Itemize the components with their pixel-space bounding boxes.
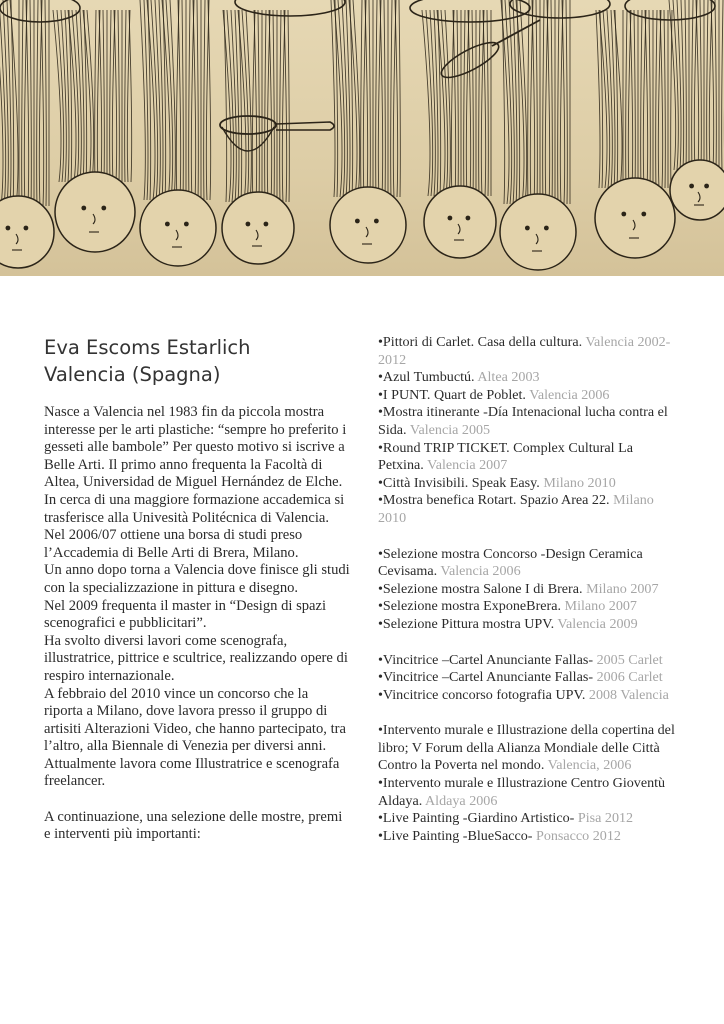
hair-strand <box>110 10 111 182</box>
hair-strand <box>681 0 684 170</box>
hair-strand <box>254 10 257 202</box>
hair-strand <box>692 0 693 170</box>
list-item: •I PUNT. Quart de Poblet. Valencia 2006 <box>378 386 610 403</box>
hair-strand <box>487 10 488 196</box>
list-item: •Selezione mostra Salone I di Brera. Milano 2007 <box>378 580 659 597</box>
hair-strand <box>365 0 368 197</box>
face <box>330 187 406 263</box>
list-item: •Città Invisibili. Speak Easy. Milano 2010 <box>378 474 616 491</box>
eye <box>374 219 379 224</box>
face <box>670 160 724 220</box>
hair-strand <box>140 0 145 200</box>
eye <box>6 226 11 231</box>
hair-strand <box>399 0 400 197</box>
hair-strand <box>129 10 132 182</box>
hair-strand <box>479 10 480 196</box>
biography <box>44 404 350 844</box>
hair-strand <box>37 0 38 206</box>
list-item: •Live Painting -BlueSacco- Ponsacco 2012 <box>378 827 621 844</box>
hair-strand <box>41 0 44 206</box>
hair-strand <box>700 0 701 170</box>
hair-strand <box>685 0 686 170</box>
hair-strand <box>99 10 102 182</box>
list-item: •Vincitrice –Cartel Anunciante Fallas- 2006 Carlet <box>378 669 663 686</box>
list-item: •Selezione mostra Concorso -Design Ceramica Cevisama. Valencia 2006 <box>378 545 643 580</box>
eye <box>355 219 360 224</box>
list-item: •Azul Tumbuctú. Altea 2003 <box>378 369 540 386</box>
hair-strand <box>634 10 635 188</box>
eye <box>264 222 269 227</box>
face <box>0 196 54 268</box>
list-item: •Vincitrice –Cartel Anunciante Fallas- 2005 Carlet <box>378 651 663 668</box>
hair-strand <box>664 10 665 188</box>
hair-strand <box>641 10 642 188</box>
hair-strand <box>95 10 96 182</box>
hair-strand <box>45 0 46 206</box>
eye <box>525 226 530 231</box>
artist-origin: Valencia (Spagna) <box>44 363 221 386</box>
eye <box>81 206 86 211</box>
hair-strand <box>543 0 544 204</box>
hair-strand <box>178 0 181 200</box>
hair-strand <box>182 0 183 200</box>
bio-paragraph: Attualmente lavora come Illustratrice e scenografa freelancer. <box>44 755 340 790</box>
face <box>222 192 294 264</box>
hair-strand <box>707 0 708 170</box>
hair-strand <box>361 0 362 197</box>
bio-paragraph: Nasce a Valencia nel 1983 fin da piccola mostra interesse per le arti plastiche: “sempre ho preferito i gesseti alle bambole” Per questo motivo si iscrive a Belle Arti. Il primo anno frequenta la Facoltà di Altea, Universidad de Miguel Hernández de Elche. In cerca di una maggiore formazione accademica si trasferisce alla Univesità Politécnica di Valencia. <box>44 404 347 526</box>
colander-icon <box>235 0 345 16</box>
hair-strand <box>453 10 456 196</box>
list-item: •Mostra itinerante -Día Intenacional lucha contra el Sida. Valencia 2005 <box>378 404 668 438</box>
hair-strand <box>547 0 550 204</box>
hair-strand <box>596 10 600 188</box>
hair-strand <box>369 0 370 197</box>
bio-paragraph: Un anno dopo torna a Valencia dove finisce gli studi con la specializzazione in pittura e disegno. <box>44 562 350 596</box>
hair-strand <box>551 0 552 204</box>
face <box>595 178 675 258</box>
hair-strand <box>468 10 471 196</box>
hair-strand <box>280 10 281 202</box>
artist-heading <box>44 334 354 388</box>
face <box>55 172 135 252</box>
eye <box>184 222 189 227</box>
hair-strand <box>660 10 663 188</box>
list-item: •Selezione Pittura mostra UPV. Valencia 2009 <box>378 615 638 632</box>
hair-strand <box>30 0 31 206</box>
hair-strand <box>288 10 289 202</box>
hair-strand <box>630 10 633 188</box>
hair-strand <box>472 10 473 196</box>
list-item: •Round TRIP TICKET. Complex Cultural La Petxina. Valencia 2007 <box>378 439 633 474</box>
hair-strand <box>114 10 117 182</box>
hair-strand <box>269 10 272 202</box>
colander-handle <box>276 122 334 130</box>
header-illustration <box>0 0 724 276</box>
hair-strand <box>189 0 190 200</box>
bio-paragraph: Nel 2006/07 ottiene una borsa di studi preso l’Accademia di Belle Arti di Brera, Milano. <box>44 527 303 561</box>
hair-strand <box>118 10 119 182</box>
hair-strand <box>204 0 205 200</box>
hair-strand <box>715 0 716 170</box>
hair-strand <box>483 10 486 196</box>
hair-strand <box>558 0 559 204</box>
hair-strand <box>391 0 392 197</box>
hair-strand <box>395 0 398 197</box>
hair-strand <box>197 0 198 200</box>
hair-strand <box>711 0 714 170</box>
selections-group <box>378 546 678 634</box>
colander-icon <box>410 0 530 22</box>
illustration-drawing <box>0 0 724 276</box>
list-item: •Mostra benefica Rotart. Spazio Area 22. Milano 2010 <box>378 492 654 526</box>
hair-strand <box>656 10 657 188</box>
bio-paragraph: Nel 2009 frequenta il master in “Design di spazi scenografici e pubblicitari”. <box>44 597 327 632</box>
hair-strand <box>376 0 377 197</box>
eye <box>621 212 626 217</box>
list-item: •Selezione mostra ExponeBrera. Milano 2007 <box>378 598 637 615</box>
bio-paragraph: A febbraio del 2010 vince un concorso che la riporta a Milano, dove lavora presso il gruppo di artisiti Alterazioni Video, che hanno partecipato, tra l’altro, alla Biennale di Venezia per diversi anni. <box>44 685 346 755</box>
hair-strand <box>528 0 529 204</box>
hair-strand <box>273 10 274 202</box>
hair-strand <box>258 10 259 202</box>
list-item: •Live Painting -Giardino Artistico- Pisa 2012 <box>378 810 634 827</box>
hair-strand <box>22 0 23 206</box>
hair-strand <box>457 10 458 196</box>
exhibitions-list <box>378 334 678 863</box>
list-item: •Vincitrice concorso fotografia UPV. 2008 Valencia <box>378 686 669 703</box>
awards-group <box>378 652 678 705</box>
hair-strand <box>208 0 211 200</box>
eye <box>544 226 549 231</box>
bio-outro: A continuazione, una selezione delle mostre, premi e interventi più importanti: <box>44 808 343 843</box>
eye <box>466 216 471 221</box>
hair-strand <box>696 0 699 170</box>
hair-strand <box>562 0 565 204</box>
eye <box>101 206 106 211</box>
bio-paragraph: Ha svolto diversi lavori come scenografa, illustratrice, pittrice e scultrice, realizzando opere di respiro internazionale. <box>44 632 348 684</box>
hair-strand <box>536 0 537 204</box>
interventions-group <box>378 722 678 845</box>
face <box>424 186 496 258</box>
eye <box>641 212 646 217</box>
hair-strand <box>26 0 29 206</box>
exhibitions-group <box>378 334 678 528</box>
hair-strand <box>626 10 627 188</box>
hair-strand <box>284 10 287 202</box>
hair-strand <box>649 10 650 188</box>
hair-strand <box>53 10 61 182</box>
hair-strand <box>384 0 385 197</box>
hair-strand <box>722 0 723 170</box>
hair-strand <box>464 10 465 196</box>
hair-strand <box>566 0 567 204</box>
list-item: •Intervento murale e Illustrazione Centro Gioventù Aldaya. Aldaya 2006 <box>378 775 666 809</box>
hair-strand <box>380 0 383 197</box>
eye <box>689 184 694 189</box>
hair-strand <box>645 10 648 188</box>
hair-strand <box>103 10 104 182</box>
list-item: •Intervento murale e Illustrazione della copertina del libro; V Forum della Alianza Mondiale delle Città Contro la Poverta nel mondo. Valencia, 2006 <box>378 722 675 774</box>
hair-strand <box>353 0 360 197</box>
hair-strand <box>193 0 196 200</box>
hair-strand <box>532 0 535 204</box>
eye <box>24 226 29 231</box>
face <box>500 194 576 270</box>
eye <box>246 222 251 227</box>
hair-strand <box>125 10 126 182</box>
face <box>140 190 216 266</box>
eye <box>448 216 453 221</box>
eye <box>704 184 709 189</box>
eye <box>165 222 170 227</box>
hair-strand <box>265 10 266 202</box>
hair-strand <box>331 0 335 197</box>
artist-name: Eva Escoms Estarlich <box>44 336 251 359</box>
list-item: •Pittori di Carlet. Casa della cultura. Valencia 2002-2012 <box>378 334 671 368</box>
hair-strand <box>422 10 430 196</box>
